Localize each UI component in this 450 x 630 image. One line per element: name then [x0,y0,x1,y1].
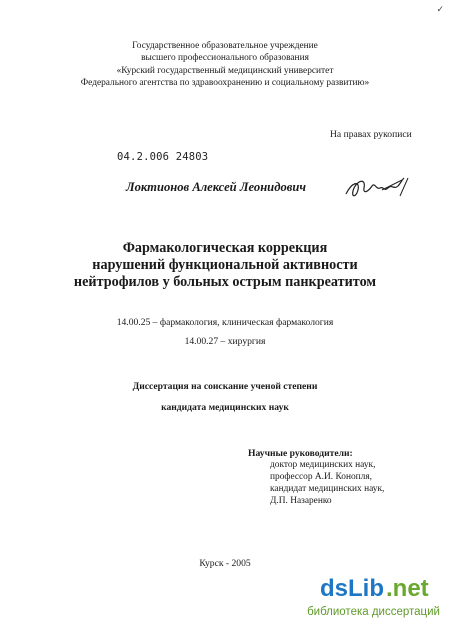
advisor-line-3: кандидат медицинских наук, [270,484,385,494]
degree-line-2: кандидата медицинских наук [161,402,289,413]
institution-line-1: Государственное образовательное учреждение [132,41,318,51]
signature-icon [342,174,412,204]
advisors-label: Научные руководители: [248,448,353,459]
advisor-line-4: Д.П. Назаренко [270,496,332,506]
title-line-2: нарушений функциональной активности [92,257,358,274]
svg-text:dsLib: dsLib [320,575,384,602]
dissertation-title [0,240,450,292]
advisor-line-1: доктор медицинских наук, [270,460,376,470]
specialty-1: 14.00.25 – фармакология, клиническая фармакология [116,317,334,328]
manuscript-rights-note: На правах рукописи [330,129,412,140]
title-line-3: нейтрофилов у больных острым панкреатитом [73,274,377,291]
specialty-2: 14.00.27 – хирургия [184,336,266,347]
dslib-logo-icon [320,572,444,602]
institution-line-2: высшего профессионального образования [141,53,309,64]
degree-line-1: Диссертация на соискание ученой степени [132,381,318,392]
svg-text:.net: .net [386,575,429,602]
institution-header [0,40,450,90]
institution-line-3: «Курский государственный медицинский университет [116,65,334,76]
corner-mark: ✓ [436,4,444,14]
city-year: Курск - 2005 [199,558,251,569]
title-line-1: Фармакологическая коррекция [122,240,328,256]
registration-stamp: 04.2.006 24803 [117,151,209,163]
advisor-line-2: профессор А.И. Конопля, [270,472,373,482]
author-name: Локтионов Алексей Леонидович [126,180,306,194]
watermark-tagline: библиотека диссертаций [307,606,440,618]
dslib-watermark[interactable] [307,572,446,624]
institution-line-4: Федерального агентства по здравоохранению и социальному развитию» [80,78,370,89]
